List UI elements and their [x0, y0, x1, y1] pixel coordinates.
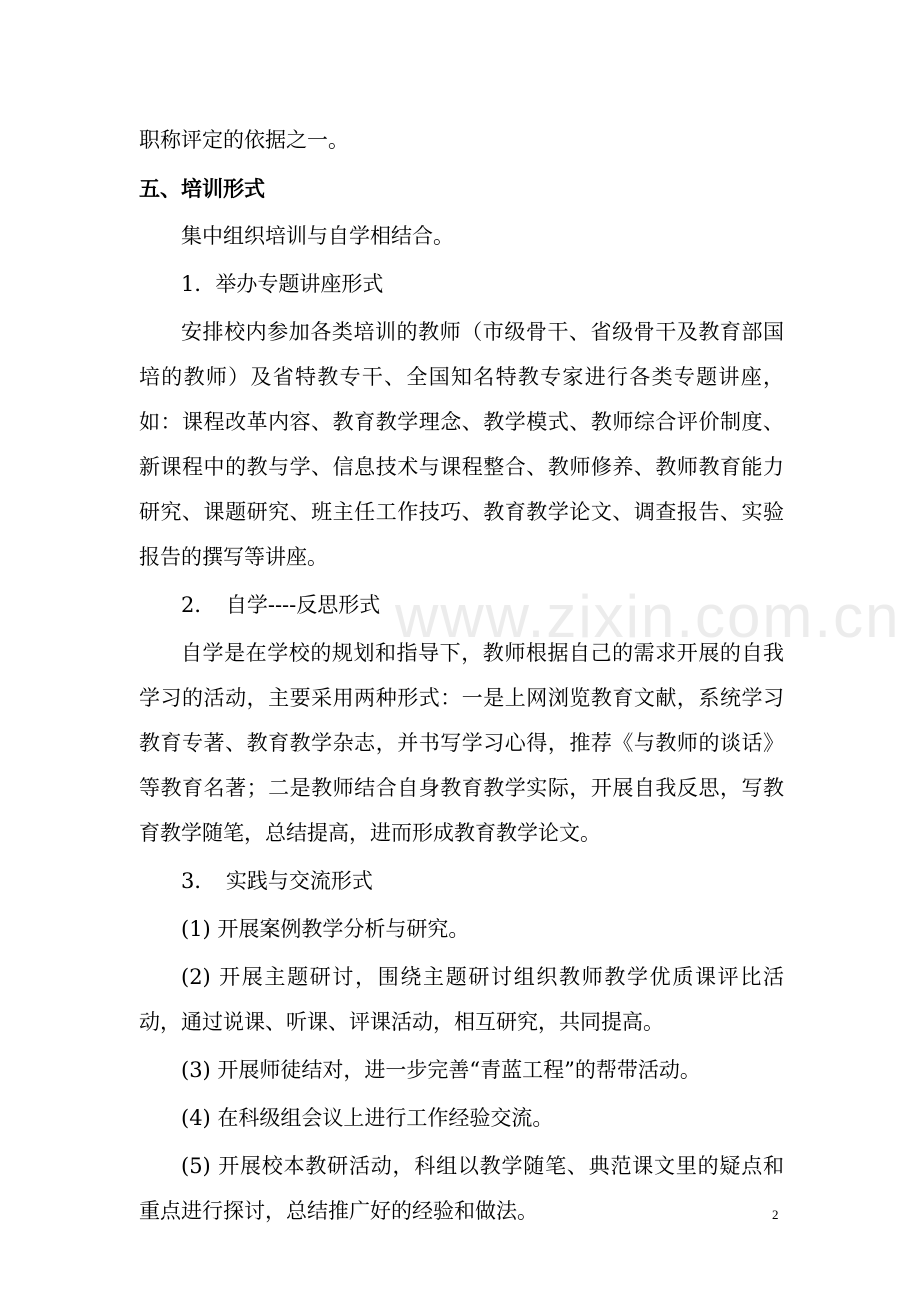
subheading-practice-exchange-format: 3． 实践与交流形式 — [181, 869, 373, 893]
subheading-lecture-format: 1．举办专题讲座形式 — [181, 272, 384, 296]
lecture-format-paragraph: 安排校内参加各类培训的教师（市级骨干、省级骨干及教育部国培的教师）及省特教专干、全国知名特教专家进行各类专题讲座，如：课程改革内容、教育教学理念、教学模式、教师综合评价制度、新课程中的教与学、信息技术与课程整合、教师修养、教师教育能力研究、课题研究、班主任工作技巧、教育教学论文、调查报告、实验报告的撰写等讲座。 — [139, 320, 784, 569]
list-item-topic-research: (2) 开展主题研讨，围绕主题研讨组织教师教学优质课评比活动，通过说课、听课、评课活动，相互研究，共同提高。 — [139, 965, 784, 1034]
section-heading-training-format: 五、培训形式 — [139, 176, 265, 201]
list-item-case-analysis: (1) 开展案例教学分析与研究。 — [181, 917, 470, 941]
subheading-self-study-format: 2． 自学----反思形式 — [181, 593, 381, 617]
self-study-paragraph: 自学是在学校的规划和指导下，教师根据自己的需求开展的自我学习的活动，主要采用两种形式：一是上网浏览教育文献，系统学习教育专著、教育教学杂志，并书写学习心得，推荐《与教师的谈话》等教育名著；二是教师结合自身教育教学实际，开展自我反思，写教育教学随笔，总结提高，进而形成教育教学论文。 — [139, 641, 784, 845]
list-item-school-research: (5) 开展校本教研活动，科组以教学随笔、典范课文里的疑点和重点进行探讨，总结推广好的经验和做法。 — [139, 1154, 784, 1223]
watermark: www.zixin.com.cn — [395, 583, 901, 650]
document-body — [139, 118, 784, 1237]
list-item-experience-exchange: (4) 在科级组会议上进行工作经验交流。 — [181, 1106, 554, 1130]
page-number: 2 — [772, 1207, 779, 1222]
list-item-mentoring: (3) 开展师徒结对，进一步完善“青蓝工程”的帮带活动。 — [181, 1058, 701, 1082]
continuation-paragraph: 职称评定的依据之一。 — [139, 128, 349, 152]
training-summary-paragraph: 集中组织培训与自学相结合。 — [181, 224, 454, 248]
